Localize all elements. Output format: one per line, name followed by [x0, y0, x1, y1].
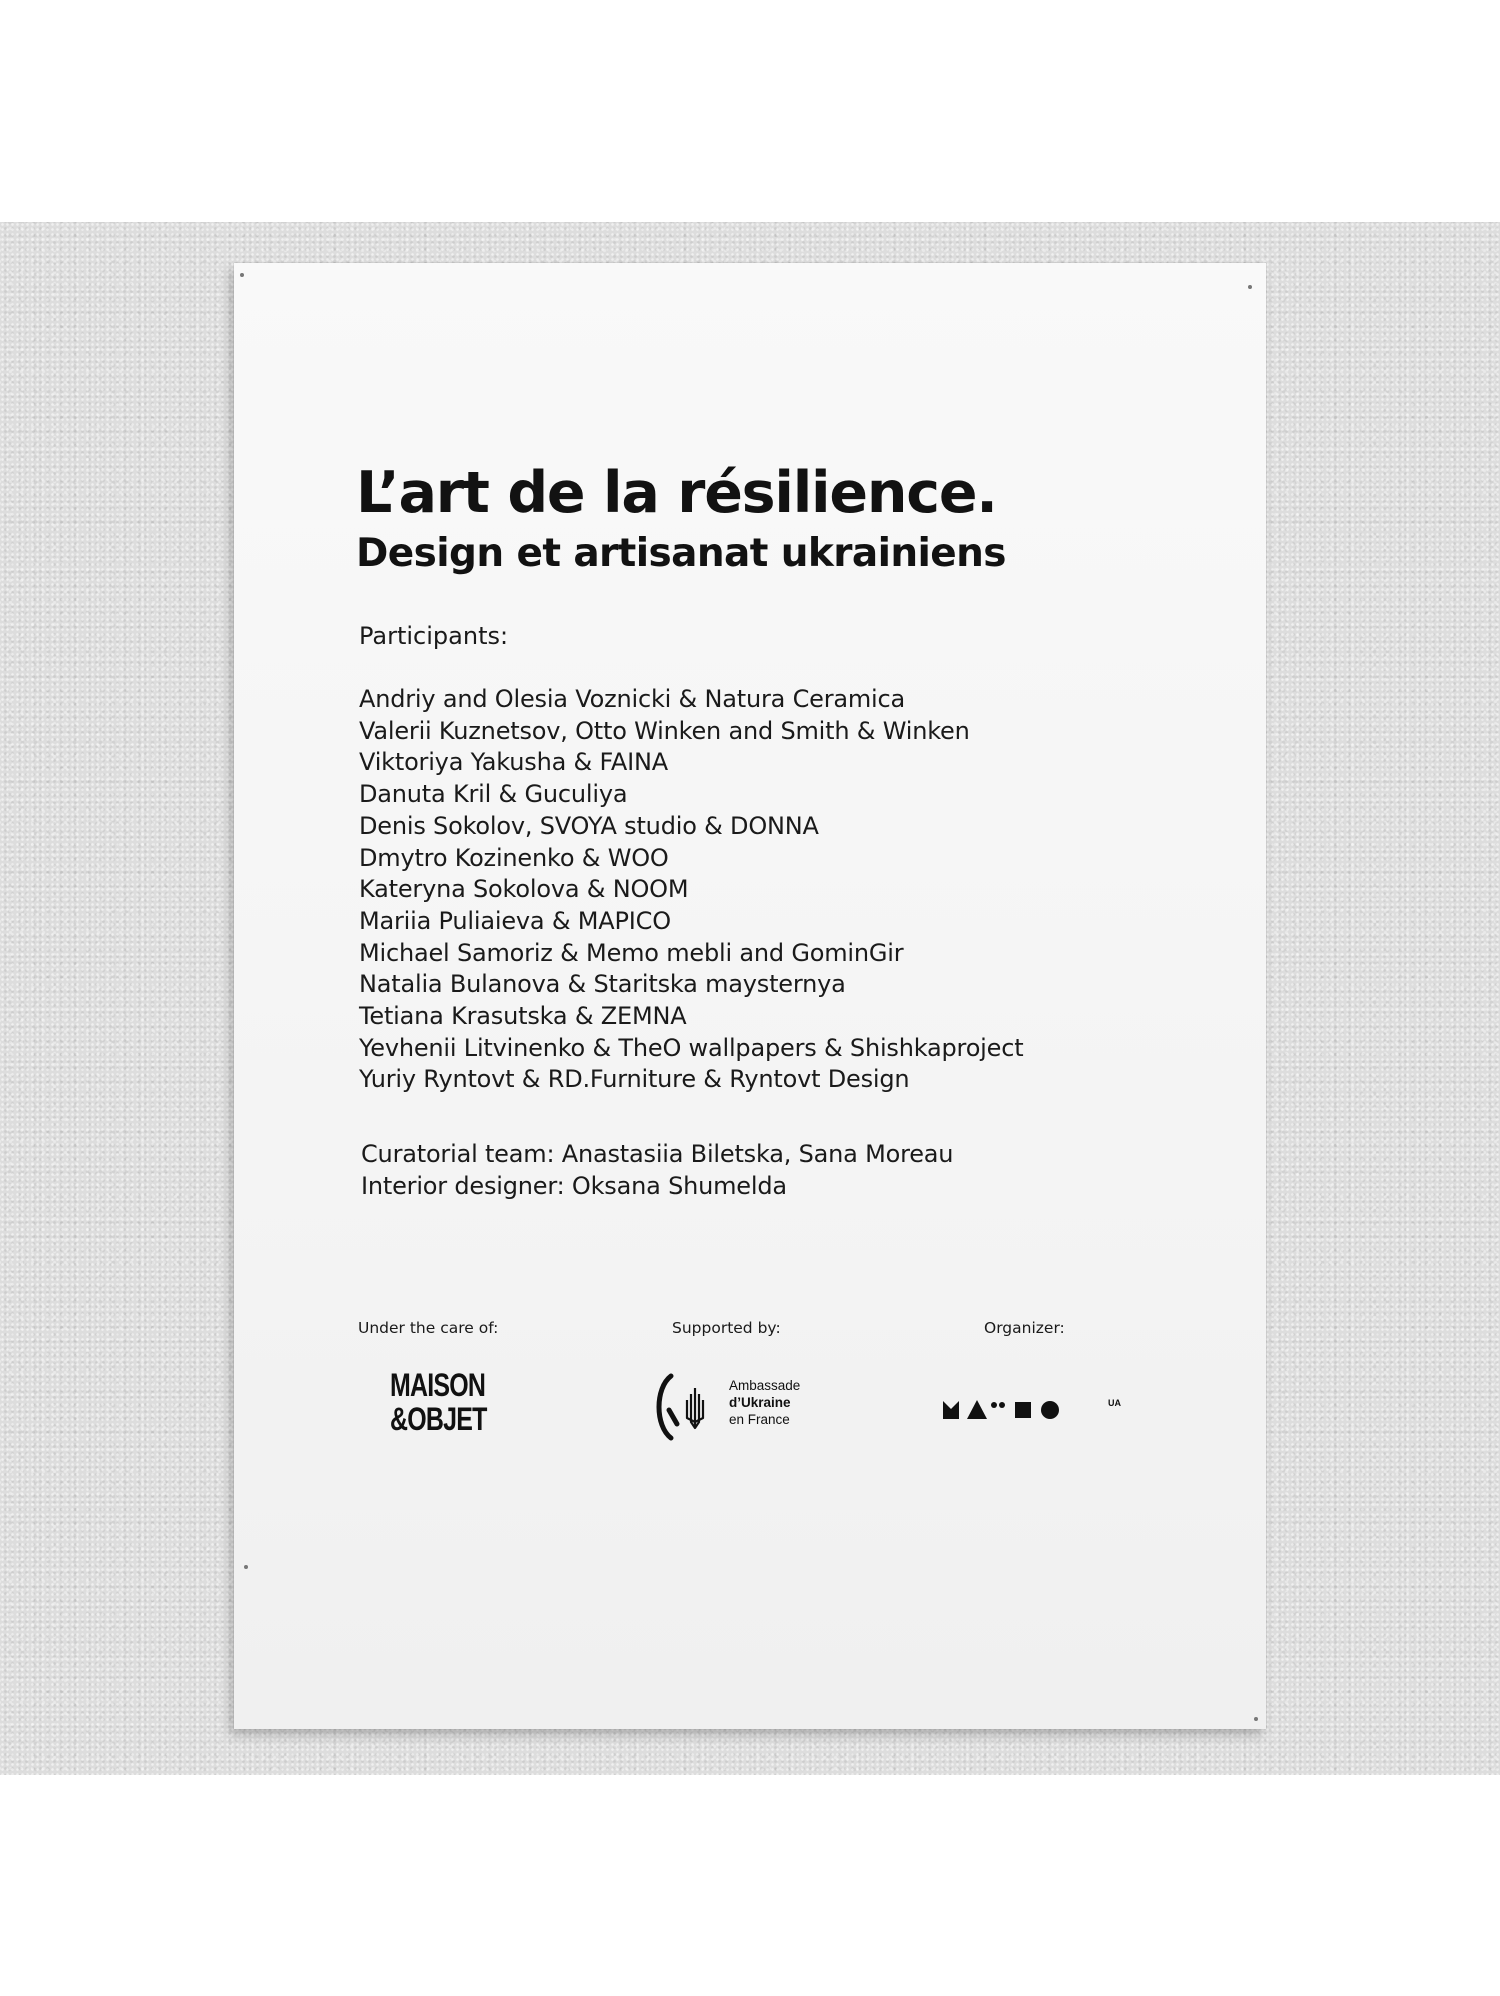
embassy-line: Ambassade — [729, 1378, 801, 1393]
participant-item: Michael Samoriz & Memo mebli and GominGir — [359, 938, 904, 967]
participant-item: Tetiana Krasutska & ZEMNA — [359, 1002, 687, 1031]
arc-icon — [659, 1376, 671, 1438]
participant-item: Valerii Kuznetsov, Otto Winken and Smith & Winken — [359, 716, 970, 745]
participant-item: Mariia Puliaieva & MAPICO — [359, 906, 671, 935]
screw-bottom-right — [1254, 1717, 1258, 1721]
shape-circle — [1041, 1401, 1059, 1419]
exhibition-title: L’art de la résilience. — [356, 460, 997, 526]
arc-accent — [669, 1410, 677, 1424]
organizer-ua-mark: UA — [1108, 1398, 1121, 1408]
participant-item: Denis Sokolov, SVOYA studio & DONNA — [359, 811, 819, 840]
participant-item: Yuriy Ryntovt & RD.Furniture & Ryntovt Design — [359, 1065, 910, 1094]
participant-item: Dmytro Kozinenko & WOO — [359, 843, 669, 872]
shape-dot — [999, 1402, 1005, 1408]
shape-m — [943, 1401, 959, 1419]
participants-list — [359, 684, 1023, 1096]
interior-designer: Interior designer: Oksana Shumelda — [361, 1172, 787, 1200]
credits-block — [361, 1138, 953, 1202]
curatorial-team: Curatorial team: Anastasiia Biletska, Sana Moreau — [361, 1140, 954, 1168]
exhibition-poster-board — [234, 263, 1266, 1729]
screw-bottom-left — [244, 1565, 248, 1569]
participant-item: Viktoriya Yakusha & FAINA — [359, 748, 668, 777]
trident-icon — [687, 1388, 703, 1428]
maison-logo-line: &OBJET — [390, 1401, 487, 1437]
participant-item: Yevhenii Litvinenko & TheO wallpapers & Shishkaproject — [359, 1033, 1024, 1062]
participant-item: Danuta Kril & Guculiya — [359, 780, 628, 809]
shape-dot — [991, 1402, 997, 1408]
participant-item: Kateryna Sokolova & NOOM — [359, 875, 689, 904]
participant-item: Andriy and Olesia Voznicki & Natura Ceramica — [359, 685, 906, 713]
embassy-text — [729, 1377, 800, 1428]
shape-square — [1015, 1402, 1031, 1418]
embassy-emblem-icon — [651, 1370, 726, 1445]
embassy-line: en France — [729, 1412, 790, 1427]
exhibition-subtitle: Design et artisanat ukrainiens — [356, 531, 1006, 576]
supported-label: Supported by: — [672, 1319, 781, 1337]
screw-top-right — [1248, 285, 1252, 289]
shape-triangle — [967, 1400, 987, 1419]
care-label: Under the care of: — [358, 1319, 499, 1337]
embassy-line: d’Ukraine — [729, 1395, 791, 1410]
organizer-label: Organizer: — [984, 1319, 1065, 1337]
embassy-logo — [651, 1370, 831, 1445]
participant-item: Natalia Bulanova & Staritska maysternya — [359, 970, 846, 999]
maison-logo-line: MAISON — [390, 1367, 486, 1403]
participants-heading: Participants: — [359, 622, 509, 650]
screw-top-left — [240, 273, 244, 277]
maison-objet-logo — [390, 1368, 487, 1436]
